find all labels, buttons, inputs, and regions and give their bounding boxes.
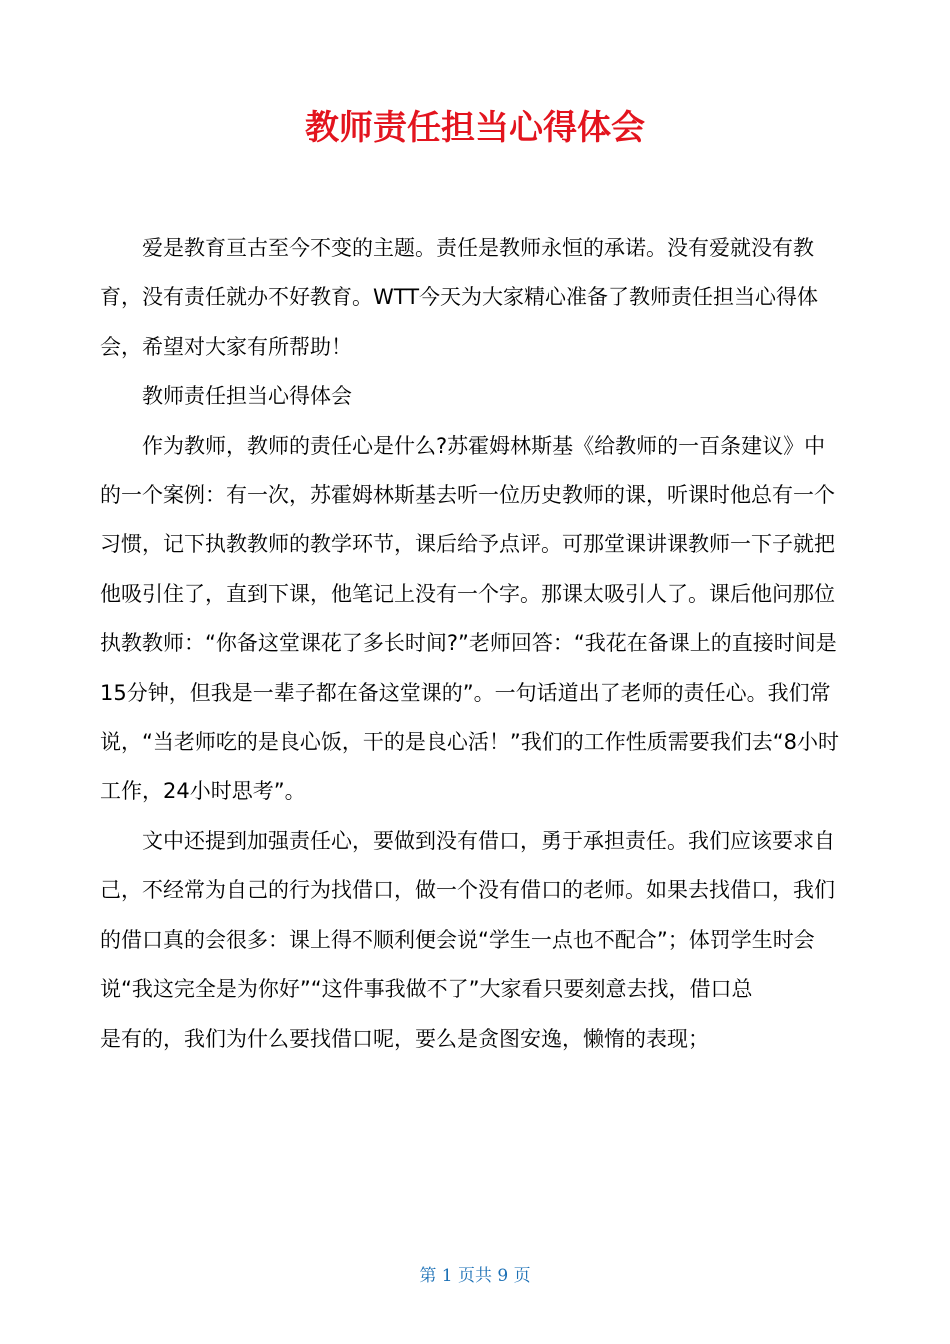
body-paragraph-3: 是有的，我们为什么要找借口呢，要么是贪图安逸，懒惰的表现； (100, 1026, 709, 1051)
page-number-footer: 第 1 页共 9 页 (419, 1266, 531, 1286)
body-paragraph-2: 文中还提到加强责任心，要做到没有借口，勇于承担责任。我们应该要求自己，不经常为自己的行为找借口，做一个没有借口的老师。如果去找借口，我们的借口真的会很多：课上得不顺利便会说“学生一点也不配合”；体罚学生时会说“我这完全是为你好”“这件事我做不了”大家看只要刻意去找，借口总 (100, 828, 835, 1002)
section-subtitle: 教师责任担当心得体会 (142, 384, 352, 409)
document-body (100, 224, 845, 1064)
intro-paragraph: 爱是教育亘古至今不变的主题。责任是教师永恒的承诺。没有爱就没有教育，没有责任就办不好教育。WTT今天为大家精心准备了教师责任担当心得体会，希望对大家有所帮助！ (100, 236, 819, 359)
document-title: 教师责任担当心得体会 (305, 108, 645, 148)
body-paragraph-1: 作为教师，教师的责任心是什么?苏霍姆林斯基《给教师的一百条建议》中的一个案例：有一次，苏霍姆林斯基去听一位历史教师的课，听课时他总有一个习惯，记下执教教师的教学环节，课后给予点评。可那堂课讲课教师一下子就把他吸引住了，直到下课，他笔记上没有一个字。那课太吸引人了。课后他问那位执教教师：“你备这堂课花了多长时间?”老师回答：“我花在备课上的直接时间是15分钟，但我是一辈子都在备这堂课的”。一句话道出了老师的责任心。我们常说，“当老师吃的是良心饭，干的是良心活！”我们的工作性质需要我们去“8小时工作，24小时思考”。 (100, 433, 839, 804)
